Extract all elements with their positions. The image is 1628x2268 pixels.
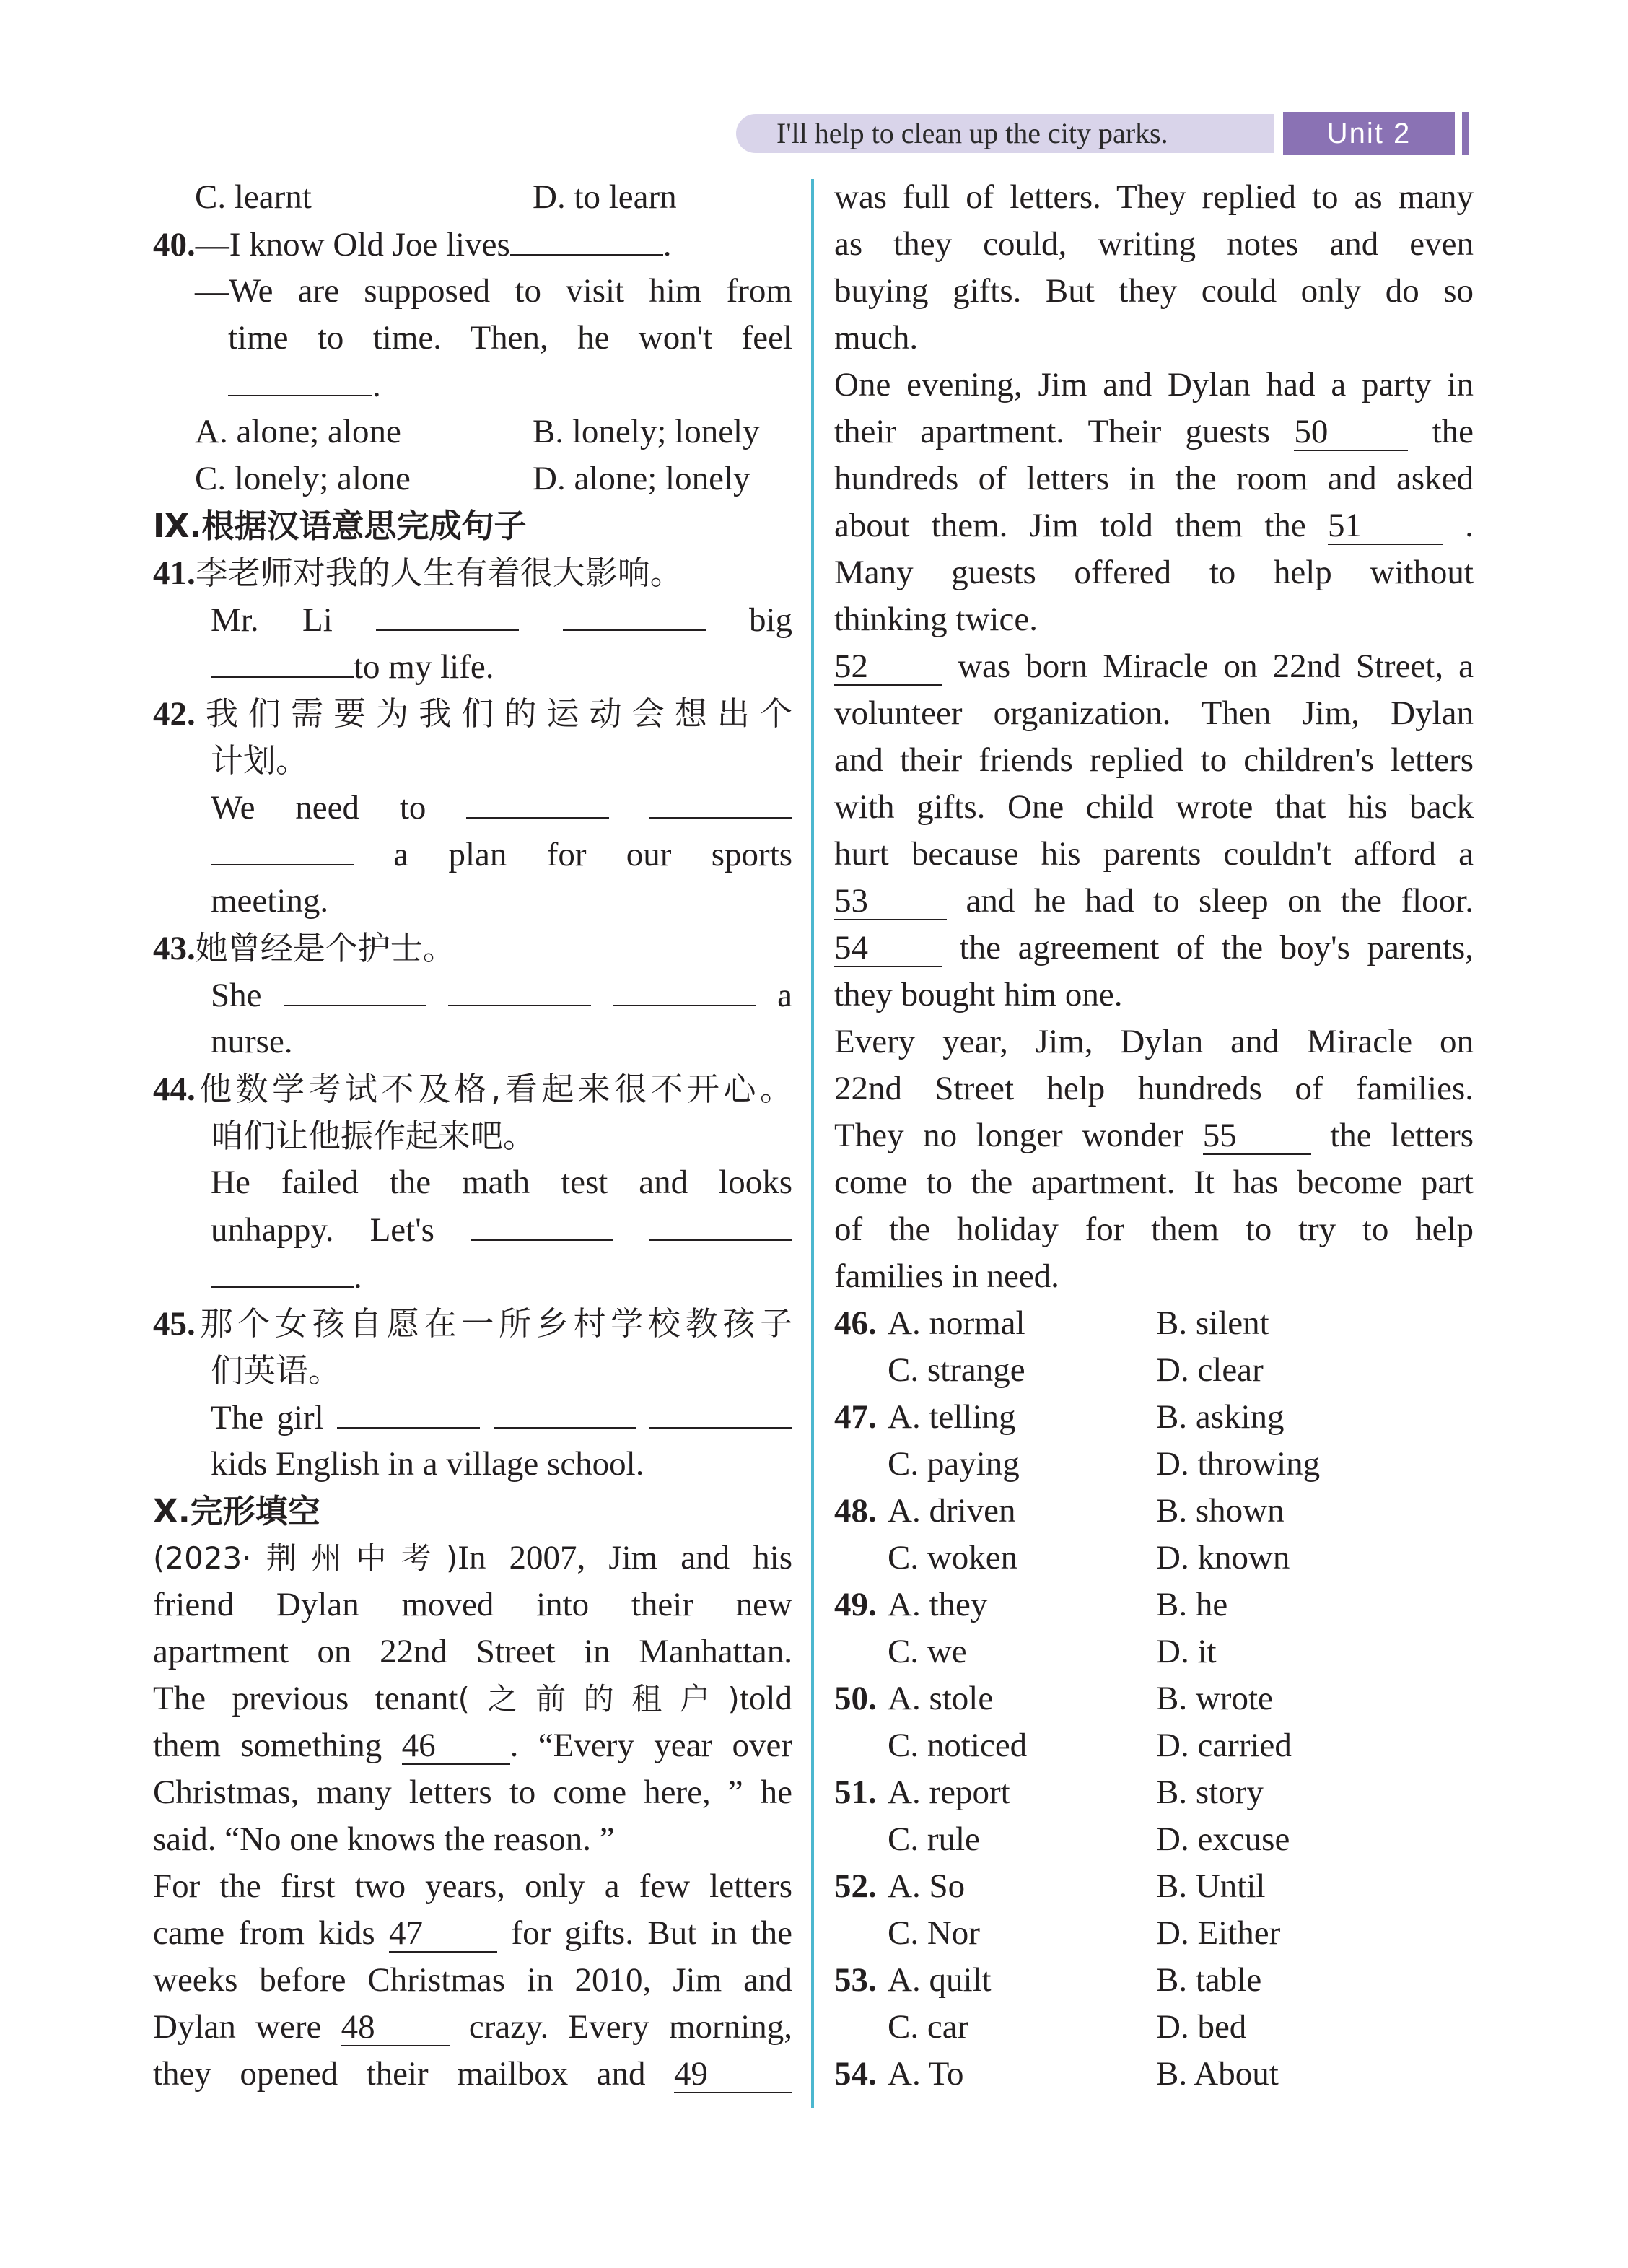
- section-9-number: Ⅸ.: [153, 507, 202, 545]
- passage-line-5: [153, 1722, 792, 1769]
- option-a[interactable]: A. stole: [888, 1680, 994, 1717]
- q45-blank-2[interactable]: [494, 1394, 636, 1429]
- passage-line-25: and their friends replied to children's letters: [834, 741, 1474, 779]
- section-10-number: Ⅹ.: [153, 1492, 191, 1530]
- q44-english-2: [153, 1206, 792, 1253]
- option-row: [834, 1910, 1474, 1957]
- column-divider: [811, 179, 814, 2108]
- option-row: [834, 1488, 1474, 1535]
- q42-word: for: [546, 836, 587, 873]
- q43-number: 43.: [153, 930, 196, 967]
- gap-53[interactable]: 53: [834, 883, 947, 920]
- q45-chinese-2: [153, 1347, 792, 1394]
- option-c[interactable]: C. Nor: [888, 1914, 980, 1952]
- q43-word: She: [211, 977, 262, 1014]
- option-b[interactable]: B. silent: [1156, 1304, 1269, 1342]
- passage-text: they opened their mailbox and: [153, 2055, 646, 2093]
- passage-line-32: 22nd Street help hundreds of families.: [834, 1070, 1474, 1107]
- right-column: [834, 174, 1474, 2098]
- q42-english-3: meeting.: [211, 882, 329, 920]
- q45-english-1: [153, 1394, 792, 1441]
- option-c[interactable]: C. woken: [888, 1539, 1018, 1576]
- option-row: [834, 1441, 1474, 1488]
- option-a[interactable]: A. telling: [888, 1398, 1016, 1436]
- q42-word: need: [295, 789, 360, 826]
- q43-chinese: [153, 925, 792, 972]
- option-number: 51.: [834, 1774, 877, 1811]
- option-row: [834, 1394, 1474, 1441]
- q41-blank-3[interactable]: [211, 643, 354, 678]
- q42-chinese-2: [153, 737, 792, 784]
- passage-line-36: families in need.: [834, 1257, 1059, 1295]
- passage-text: the letters: [1330, 1117, 1474, 1154]
- option-a[interactable]: A. To: [888, 2055, 964, 2093]
- section-10-heading: [153, 1488, 792, 1535]
- q42-blank-2[interactable]: [649, 784, 792, 819]
- passage-text: came from kids: [153, 1914, 375, 1952]
- option-number: 48.: [834, 1492, 877, 1530]
- gap-48[interactable]: 48: [341, 2009, 450, 2046]
- passage-text: The previous tenant: [153, 1680, 458, 1717]
- option-row: [834, 1300, 1474, 1347]
- passage-text: .: [1465, 507, 1474, 544]
- passage-gloss: (之前的租户): [458, 1681, 740, 1717]
- q41-word: Li: [302, 601, 333, 639]
- passage-text: their apartment. Their guests: [834, 413, 1271, 450]
- passage-text: the: [1432, 413, 1474, 450]
- q40-period-2: .: [372, 367, 381, 404]
- passage-line-14: as they could, writing notes and even: [834, 225, 1474, 263]
- q41-prompt: 李老师对我的人生有着很大影响。: [195, 554, 683, 592]
- q42-word: to: [399, 789, 426, 826]
- q41-blank-1[interactable]: [376, 596, 519, 631]
- q44-number: 44.: [153, 1070, 196, 1108]
- q40-question: —I know Old Joe lives: [195, 226, 510, 263]
- passage-line-11: [153, 2004, 792, 2051]
- passage-line-15: buying gifts. But they could only do so: [834, 272, 1474, 310]
- q44-blank-1[interactable]: [471, 1206, 613, 1241]
- q40-option-c: C. lonely; alone: [195, 460, 411, 497]
- q42-word: sports: [711, 836, 792, 873]
- option-d[interactable]: D. carried: [1156, 1727, 1292, 1764]
- q39-option-c: C. learnt: [195, 178, 312, 216]
- gap-52[interactable]: 52: [834, 648, 942, 686]
- option-c[interactable]: C. rule: [888, 1820, 980, 1858]
- gap-55[interactable]: 55: [1203, 1117, 1311, 1155]
- passage-text: Dylan were: [153, 2008, 322, 2046]
- passage-line-4: [153, 1675, 792, 1722]
- option-a[interactable]: A. So: [888, 1867, 966, 1905]
- section-9-heading: [153, 502, 792, 549]
- option-a[interactable]: A. report: [888, 1774, 1010, 1811]
- passage-text: was born Miracle on 22nd Street, a: [958, 647, 1474, 685]
- q42-word: our: [626, 836, 672, 873]
- q40-options-ab: [153, 409, 792, 455]
- q45-english-2: kids English in a village school.: [211, 1445, 644, 1483]
- option-row: [834, 1582, 1474, 1628]
- option-b[interactable]: B. table: [1156, 1961, 1262, 1999]
- option-c[interactable]: C. strange: [888, 1351, 1025, 1389]
- q42-blank-1[interactable]: [466, 784, 609, 819]
- passage-line-35: of the holiday for them to try to help: [834, 1211, 1474, 1248]
- passage-line-29: [834, 925, 1474, 972]
- q44-chinese-1: [153, 1065, 792, 1112]
- q44-prompt-2: 咱们让他振作起来吧。: [211, 1117, 536, 1155]
- gap-51[interactable]: 51: [1328, 507, 1443, 545]
- unit-tab: Unit 2: [1283, 112, 1455, 155]
- option-row: [834, 1347, 1474, 1394]
- q42-chinese-1: [153, 690, 792, 737]
- q43-blank-2[interactable]: [448, 972, 591, 1006]
- passage-line-6: Christmas, many letters to come here, ” he: [153, 1774, 792, 1811]
- passage-line-13: was full of letters. They replied to as many: [834, 178, 1474, 216]
- option-c[interactable]: C. car: [888, 2008, 969, 2046]
- option-row: [834, 1863, 1474, 1910]
- cloze-options: [834, 1300, 1474, 2098]
- q40-period: .: [662, 226, 672, 263]
- option-row: [834, 1628, 1474, 1675]
- passage-text: . “Every year over: [509, 1727, 792, 1764]
- q40-line3: time to time. Then, he won't feel: [228, 319, 792, 357]
- passage-line-10: weeks before Christmas in 2010, Jim and: [153, 1961, 792, 1999]
- q44-english-1: He failed the math test and looks: [211, 1164, 792, 1201]
- passage-line-7: said. “No one knows the reason. ”: [153, 1820, 615, 1858]
- gap-46[interactable]: 46: [402, 1727, 510, 1765]
- option-row: [834, 1675, 1474, 1722]
- q42-word: a: [393, 836, 409, 873]
- q42-word: plan: [448, 836, 507, 873]
- unit-title-banner: I'll help to clean up the city parks.: [736, 114, 1274, 153]
- passage-line-28: [834, 878, 1474, 925]
- q45-blank-3[interactable]: [649, 1394, 792, 1429]
- q42-number: 42.: [153, 695, 196, 733]
- option-number: 54.: [834, 2055, 877, 2093]
- q42-prompt: 我们需要为我们的运动会想出个: [195, 694, 792, 733]
- q44-english-3: [153, 1253, 792, 1300]
- gap-49[interactable]: 49: [674, 2056, 792, 2093]
- q39-option-d: D. to learn: [533, 178, 677, 216]
- q41-english-2: [153, 643, 792, 690]
- option-a[interactable]: A. they: [888, 1586, 988, 1623]
- q41-tail: to my life.: [354, 648, 494, 686]
- section-9-title: 根据汉语意思完成句子: [201, 507, 527, 545]
- passage-line-17: One evening, Jim and Dylan had a party in: [834, 366, 1474, 404]
- passage-line-34: come to the apartment. It has become part: [834, 1164, 1474, 1201]
- q45-blank-1[interactable]: [337, 1394, 480, 1429]
- option-number: 47.: [834, 1398, 877, 1436]
- q42-english-2: [153, 831, 792, 878]
- q45-prompt: 那个女孩自愿在一所乡村学校教孩子: [195, 1304, 792, 1343]
- option-b[interactable]: B. Until: [1156, 1867, 1266, 1905]
- q40-option-d: D. alone; lonely: [533, 460, 750, 497]
- q41-word: Mr.: [211, 601, 259, 639]
- option-d[interactable]: D. clear: [1156, 1351, 1264, 1389]
- q40-options-cd: [153, 455, 792, 502]
- option-d[interactable]: D. throwing: [1156, 1445, 1321, 1483]
- passage-text: and he had to sleep on the floor.: [966, 882, 1474, 920]
- option-row: [834, 1957, 1474, 2004]
- q45-prompt-2: 们英语。: [211, 1351, 341, 1390]
- q40-blank-2[interactable]: [228, 362, 372, 396]
- passage-line-3: apartment on 22nd Street in Manhattan.: [153, 1633, 792, 1670]
- q39-options-cd: [153, 174, 792, 221]
- option-row: [834, 1535, 1474, 1582]
- passage-text: told: [739, 1680, 792, 1717]
- q40-blank-1[interactable]: [510, 221, 663, 256]
- option-d[interactable]: D. bed: [1156, 2008, 1247, 2046]
- q42-word: We: [211, 789, 255, 826]
- passage-line-2: friend Dylan moved into their new: [153, 1586, 792, 1623]
- option-row: [834, 1722, 1474, 1769]
- option-b[interactable]: B. story: [1156, 1774, 1264, 1811]
- passage-line-8: For the first two years, only a few letters: [153, 1867, 792, 1905]
- option-d[interactable]: D. known: [1156, 1539, 1290, 1576]
- passage-source: (2023·荆州中考): [153, 1540, 458, 1576]
- passage-line-9: [153, 1910, 792, 1957]
- q45-chinese-1: [153, 1300, 792, 1347]
- q40-line2: —We are supposed to visit him from: [195, 272, 792, 310]
- q44-blank-3[interactable]: [211, 1253, 354, 1288]
- q44-words: unhappy. Let's: [211, 1211, 434, 1249]
- option-d[interactable]: D. it: [1156, 1633, 1217, 1670]
- option-b[interactable]: B. wrote: [1156, 1680, 1273, 1717]
- q40-line1: [153, 221, 792, 268]
- gap-50[interactable]: 50: [1294, 414, 1408, 451]
- passage-text: They no longer wonder: [834, 1117, 1184, 1154]
- passage-line-16: much.: [834, 319, 919, 357]
- q44-chinese-2: [153, 1112, 792, 1159]
- left-column: [153, 174, 792, 2098]
- q41-chinese: [153, 549, 792, 596]
- passage-line-21: Many guests offered to help without: [834, 554, 1474, 591]
- passage-line-22: thinking twice.: [834, 601, 1038, 638]
- passage-text: about them. Jim told them the: [834, 507, 1306, 544]
- passage-line-24: volunteer organization. Then Jim, Dylan: [834, 694, 1474, 732]
- q44-period: .: [354, 1258, 362, 1296]
- option-c[interactable]: C. we: [888, 1633, 967, 1670]
- passage-text: In 2007, Jim and his: [458, 1539, 792, 1576]
- passage-line-1: [153, 1535, 792, 1582]
- option-d[interactable]: D. Either: [1156, 1914, 1281, 1952]
- option-b[interactable]: B. he: [1156, 1586, 1228, 1623]
- passage-text: them something: [153, 1727, 382, 1764]
- option-b[interactable]: B. shown: [1156, 1492, 1285, 1530]
- passage-line-23: [834, 643, 1474, 690]
- q40-option-b: B. lonely; lonely: [533, 413, 760, 450]
- q40-number: 40.: [153, 226, 196, 263]
- option-a[interactable]: A. quilt: [888, 1961, 992, 1999]
- q45-words: The girl: [211, 1399, 324, 1436]
- gap-47[interactable]: 47: [389, 1915, 497, 1953]
- q44-blank-2[interactable]: [649, 1206, 792, 1241]
- q42-blank-3[interactable]: [211, 831, 354, 865]
- option-row: [834, 1769, 1474, 1816]
- option-number: 49.: [834, 1586, 877, 1623]
- option-c[interactable]: C. paying: [888, 1445, 1020, 1483]
- q40-option-a: A. alone; alone: [195, 413, 401, 450]
- passage-line-33: [834, 1112, 1474, 1159]
- passage-line-20: [834, 502, 1474, 549]
- passage-text: for gifts. But in the: [511, 1914, 792, 1952]
- passage-line-12: [153, 2051, 792, 2098]
- header-accent-bar: [1462, 112, 1469, 155]
- q41-english-1: [153, 596, 792, 643]
- option-number: 53.: [834, 1961, 877, 1999]
- option-row: [834, 1816, 1474, 1863]
- gap-54[interactable]: 54: [834, 930, 942, 967]
- q40-line4: [153, 362, 792, 409]
- option-number: 46.: [834, 1304, 877, 1342]
- q43-blank-3[interactable]: [613, 972, 756, 1006]
- q45-number: 45.: [153, 1305, 196, 1343]
- section-10-title: 完形填空: [190, 1492, 320, 1530]
- q43-english-2: nurse.: [211, 1023, 293, 1060]
- option-b[interactable]: B. asking: [1156, 1398, 1285, 1436]
- option-row: [834, 2004, 1474, 2051]
- q43-prompt: 她曾经是个护士。: [195, 929, 455, 967]
- option-number: 50.: [834, 1680, 877, 1717]
- q43-blank-1[interactable]: [284, 972, 426, 1006]
- q41-number: 41.: [153, 554, 196, 592]
- option-b[interactable]: B. About: [1156, 2055, 1279, 2093]
- q42-english-1: [153, 784, 792, 831]
- option-c[interactable]: C. noticed: [888, 1727, 1028, 1764]
- q41-word: big: [748, 601, 792, 639]
- passage-text: the agreement of the boy's parents,: [959, 929, 1474, 967]
- option-number: 52.: [834, 1867, 877, 1905]
- q42-prompt-2: 计划。: [211, 741, 309, 780]
- passage-line-26: with gifts. One child wrote that his back: [834, 788, 1474, 826]
- q41-blank-2[interactable]: [563, 596, 706, 631]
- option-d[interactable]: D. excuse: [1156, 1820, 1290, 1858]
- option-a[interactable]: A. driven: [888, 1492, 1016, 1530]
- q43-word: a: [777, 977, 792, 1014]
- q44-prompt: 他数学考试不及格,看起来很不开心。: [195, 1070, 792, 1108]
- passage-line-31: Every year, Jim, Dylan and Miracle on: [834, 1023, 1474, 1060]
- passage-line-27: hurt because his parents couldn't afford a: [834, 835, 1474, 873]
- q43-english-1: [153, 972, 792, 1019]
- option-row: [834, 2051, 1474, 2098]
- passage-text: crazy. Every morning,: [468, 2008, 792, 2046]
- passage-line-30: they bought him one.: [834, 976, 1123, 1013]
- passage-line-19: hundreds of letters in the room and asked: [834, 460, 1474, 497]
- passage-line-18: [834, 409, 1474, 455]
- option-a[interactable]: A. normal: [888, 1304, 1025, 1342]
